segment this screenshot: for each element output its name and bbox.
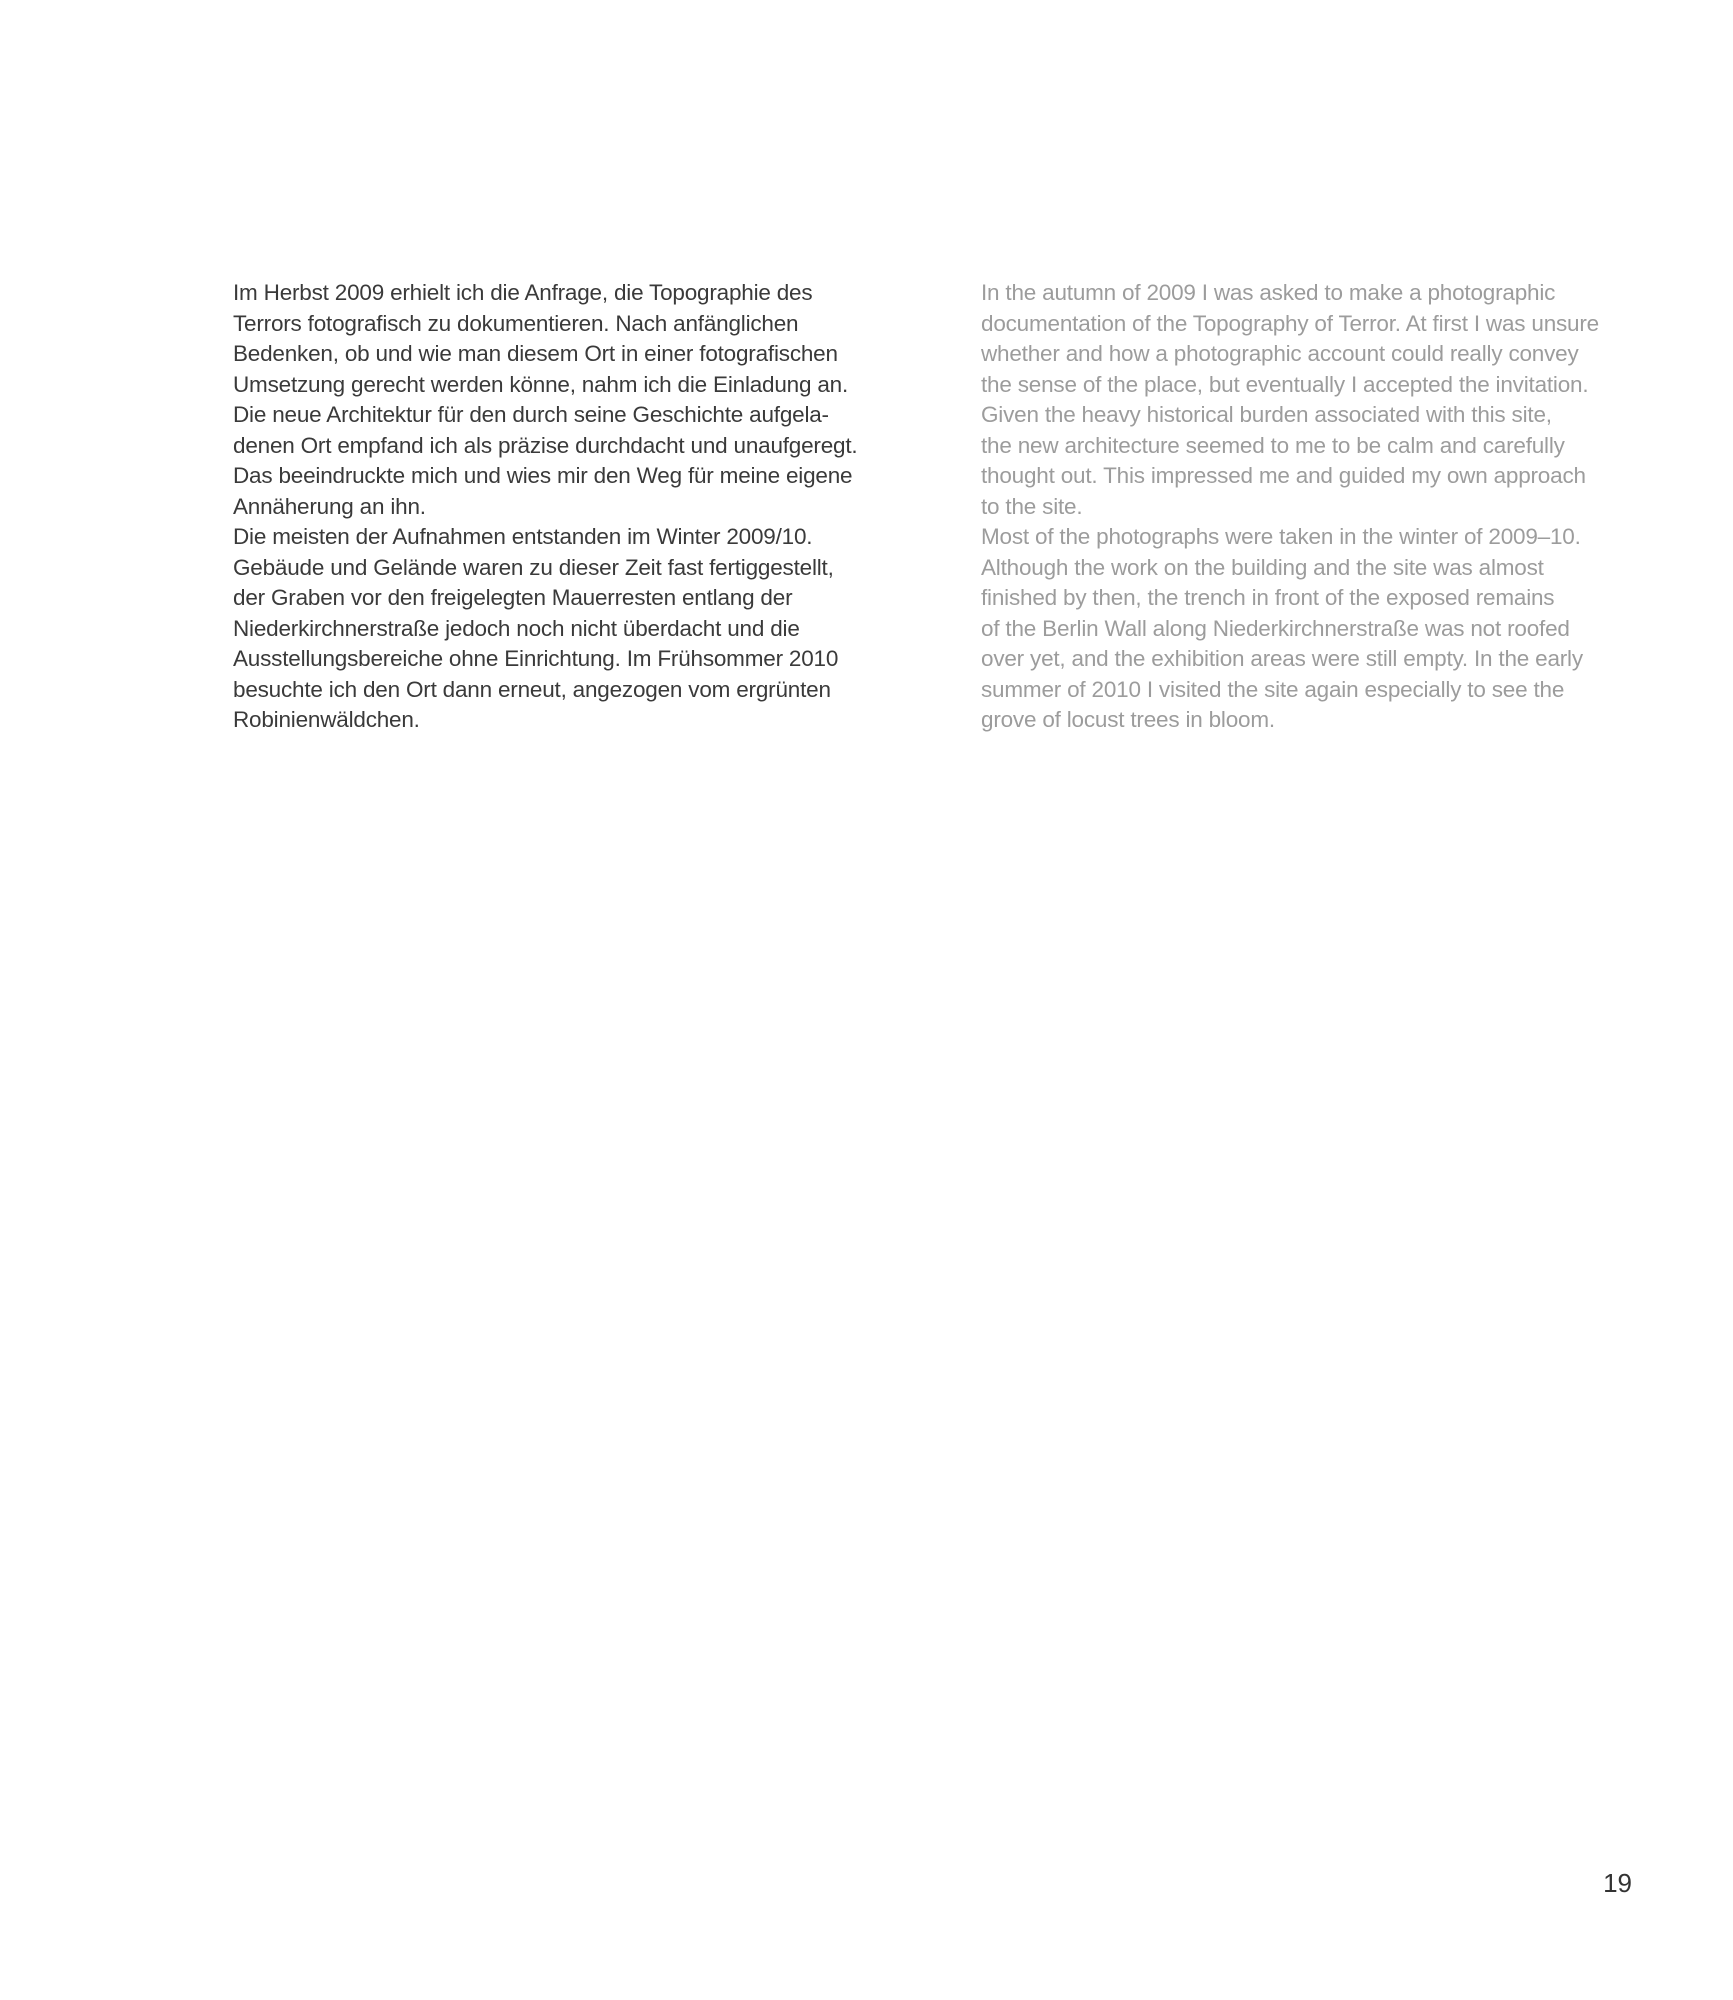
german-text-line: denen Ort empfand ich als präzise durchdacht und unaufgeregt. xyxy=(233,432,858,458)
english-text-line: In the autumn of 2009 I was asked to make a photographic xyxy=(981,280,1556,305)
german-text-line: Bedenken, ob und wie man diesem Ort in einer fotografischen xyxy=(233,341,838,366)
german-text-line: Gebäude und Gelände waren zu dieser Zeit fast fertiggestellt, xyxy=(233,554,834,580)
english-text-line: over yet, and the exhibition areas were still empty. In the early xyxy=(981,646,1583,671)
english-text-line: documentation of the Topography of Terror. At first I was unsure xyxy=(981,310,1599,336)
english-text-line: Given the heavy historical burden associated with this site, xyxy=(981,402,1552,427)
german-text-line: Im Herbst 2009 erhielt ich die Anfrage, die Topographie des xyxy=(233,280,813,305)
german-text-line: Ausstellungsbereiche ohne Einrichtung. Im Frühsommer 2010 xyxy=(233,646,839,671)
german-text-line: besuchte ich den Ort dann erneut, angezogen vom ergrünten xyxy=(233,676,831,702)
english-text-line: thought out. This impressed me and guided my own approach xyxy=(981,463,1586,488)
german-text-line: Das beeindruckte mich und wies mir den Weg für meine eigene xyxy=(233,463,853,488)
german-text-line: Annäherung an ihn. xyxy=(233,493,426,519)
english-text-line: grove of locust trees in bloom. xyxy=(981,707,1275,732)
german-text-column xyxy=(233,278,913,736)
english-text-line: Although the work on the building and the site was almost xyxy=(981,554,1544,580)
english-text-line: summer of 2010 I visited the site again especially to see the xyxy=(981,676,1565,702)
english-text-line: whether and how a photographic account could really convey xyxy=(981,341,1579,366)
german-text-line: Die meisten der Aufnahmen entstanden im Winter 2009/10. xyxy=(233,524,813,549)
english-text-line: to the site. xyxy=(981,493,1083,519)
english-text-line: of the Berlin Wall along Niederkirchnerstraße was not roofed xyxy=(981,615,1570,641)
english-text-line: Most of the photographs were taken in the winter of 2009–10. xyxy=(981,524,1581,549)
german-text-line: Robinienwäldchen. xyxy=(233,707,420,732)
english-text-column xyxy=(981,278,1661,736)
german-text-line: Terrors fotografisch zu dokumentieren. Nach anfänglichen xyxy=(233,310,799,336)
german-text-line: Niederkirchnerstraße jedoch noch nicht überdacht und die xyxy=(233,615,800,641)
german-text-line: der Graben vor den freigelegten Mauerresten entlang der xyxy=(233,585,793,610)
english-text-line: the new architecture seemed to me to be calm and carefully xyxy=(981,432,1565,458)
german-text-line: Die neue Architektur für den durch seine Geschichte aufgela- xyxy=(233,402,829,427)
english-text-line: the sense of the place, but eventually I accepted the invitation. xyxy=(981,371,1589,397)
english-text-line: finished by then, the trench in front of the exposed remains xyxy=(981,585,1555,610)
german-text-line: Umsetzung gerecht werden könne, nahm ich die Einladung an. xyxy=(233,371,849,397)
page-number: 19 xyxy=(1603,1868,1632,1898)
